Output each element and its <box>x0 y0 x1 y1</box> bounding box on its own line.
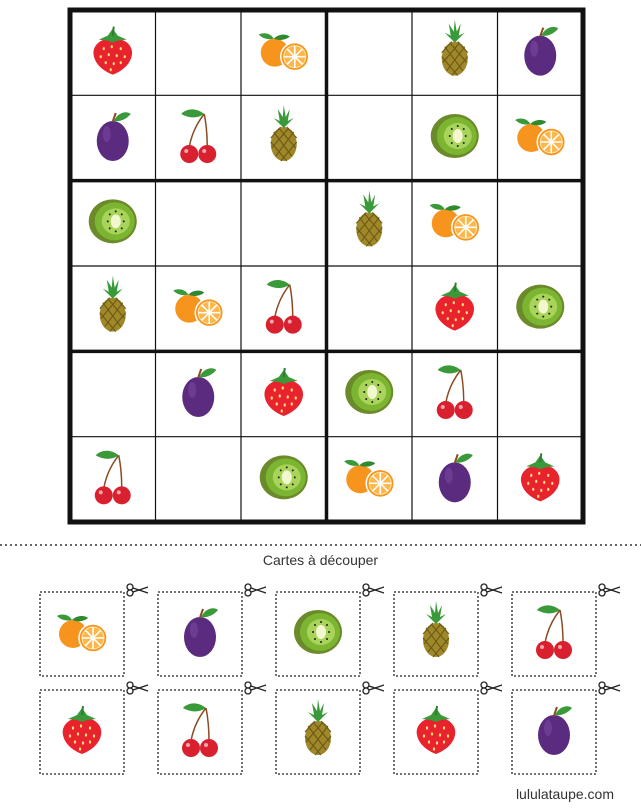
cut-cards <box>40 584 620 774</box>
kiwi-icon <box>294 610 342 654</box>
kiwi-icon <box>89 199 137 243</box>
kiwi-icon <box>516 285 564 329</box>
scissors-icon <box>599 682 620 694</box>
scissors-icon <box>481 682 502 694</box>
grid-cell <box>345 370 393 414</box>
scissors-icon <box>363 584 384 596</box>
fruit-card[interactable] <box>276 584 384 676</box>
scissors-icon <box>599 584 620 596</box>
scissors-icon <box>363 682 384 694</box>
grid-cell <box>260 455 308 499</box>
fruit-card[interactable] <box>394 584 502 676</box>
fruit-card[interactable] <box>512 584 620 676</box>
fruit-card[interactable] <box>276 682 384 774</box>
scissors-icon <box>245 682 266 694</box>
grid-cell <box>516 285 564 329</box>
fruit-card[interactable] <box>394 682 502 774</box>
kiwi-icon <box>260 455 308 499</box>
footer-site: lululataupe.com <box>515 786 614 802</box>
scissors-icon <box>481 584 502 596</box>
kiwi-icon <box>431 114 479 158</box>
grid-cell <box>89 199 137 243</box>
fruit-card[interactable] <box>158 584 266 676</box>
fruit-card[interactable] <box>40 682 148 774</box>
fruit-card[interactable] <box>158 682 266 774</box>
scissors-icon <box>127 682 148 694</box>
fruit-card[interactable] <box>512 682 620 774</box>
fruit-card[interactable] <box>40 584 148 676</box>
cut-section-caption: Cartes à découper <box>262 552 379 568</box>
scissors-icon <box>127 584 148 596</box>
scissors-icon <box>245 584 266 596</box>
kiwi-icon <box>345 370 393 414</box>
grid-cell <box>431 114 479 158</box>
sudoku-grid <box>70 10 583 522</box>
